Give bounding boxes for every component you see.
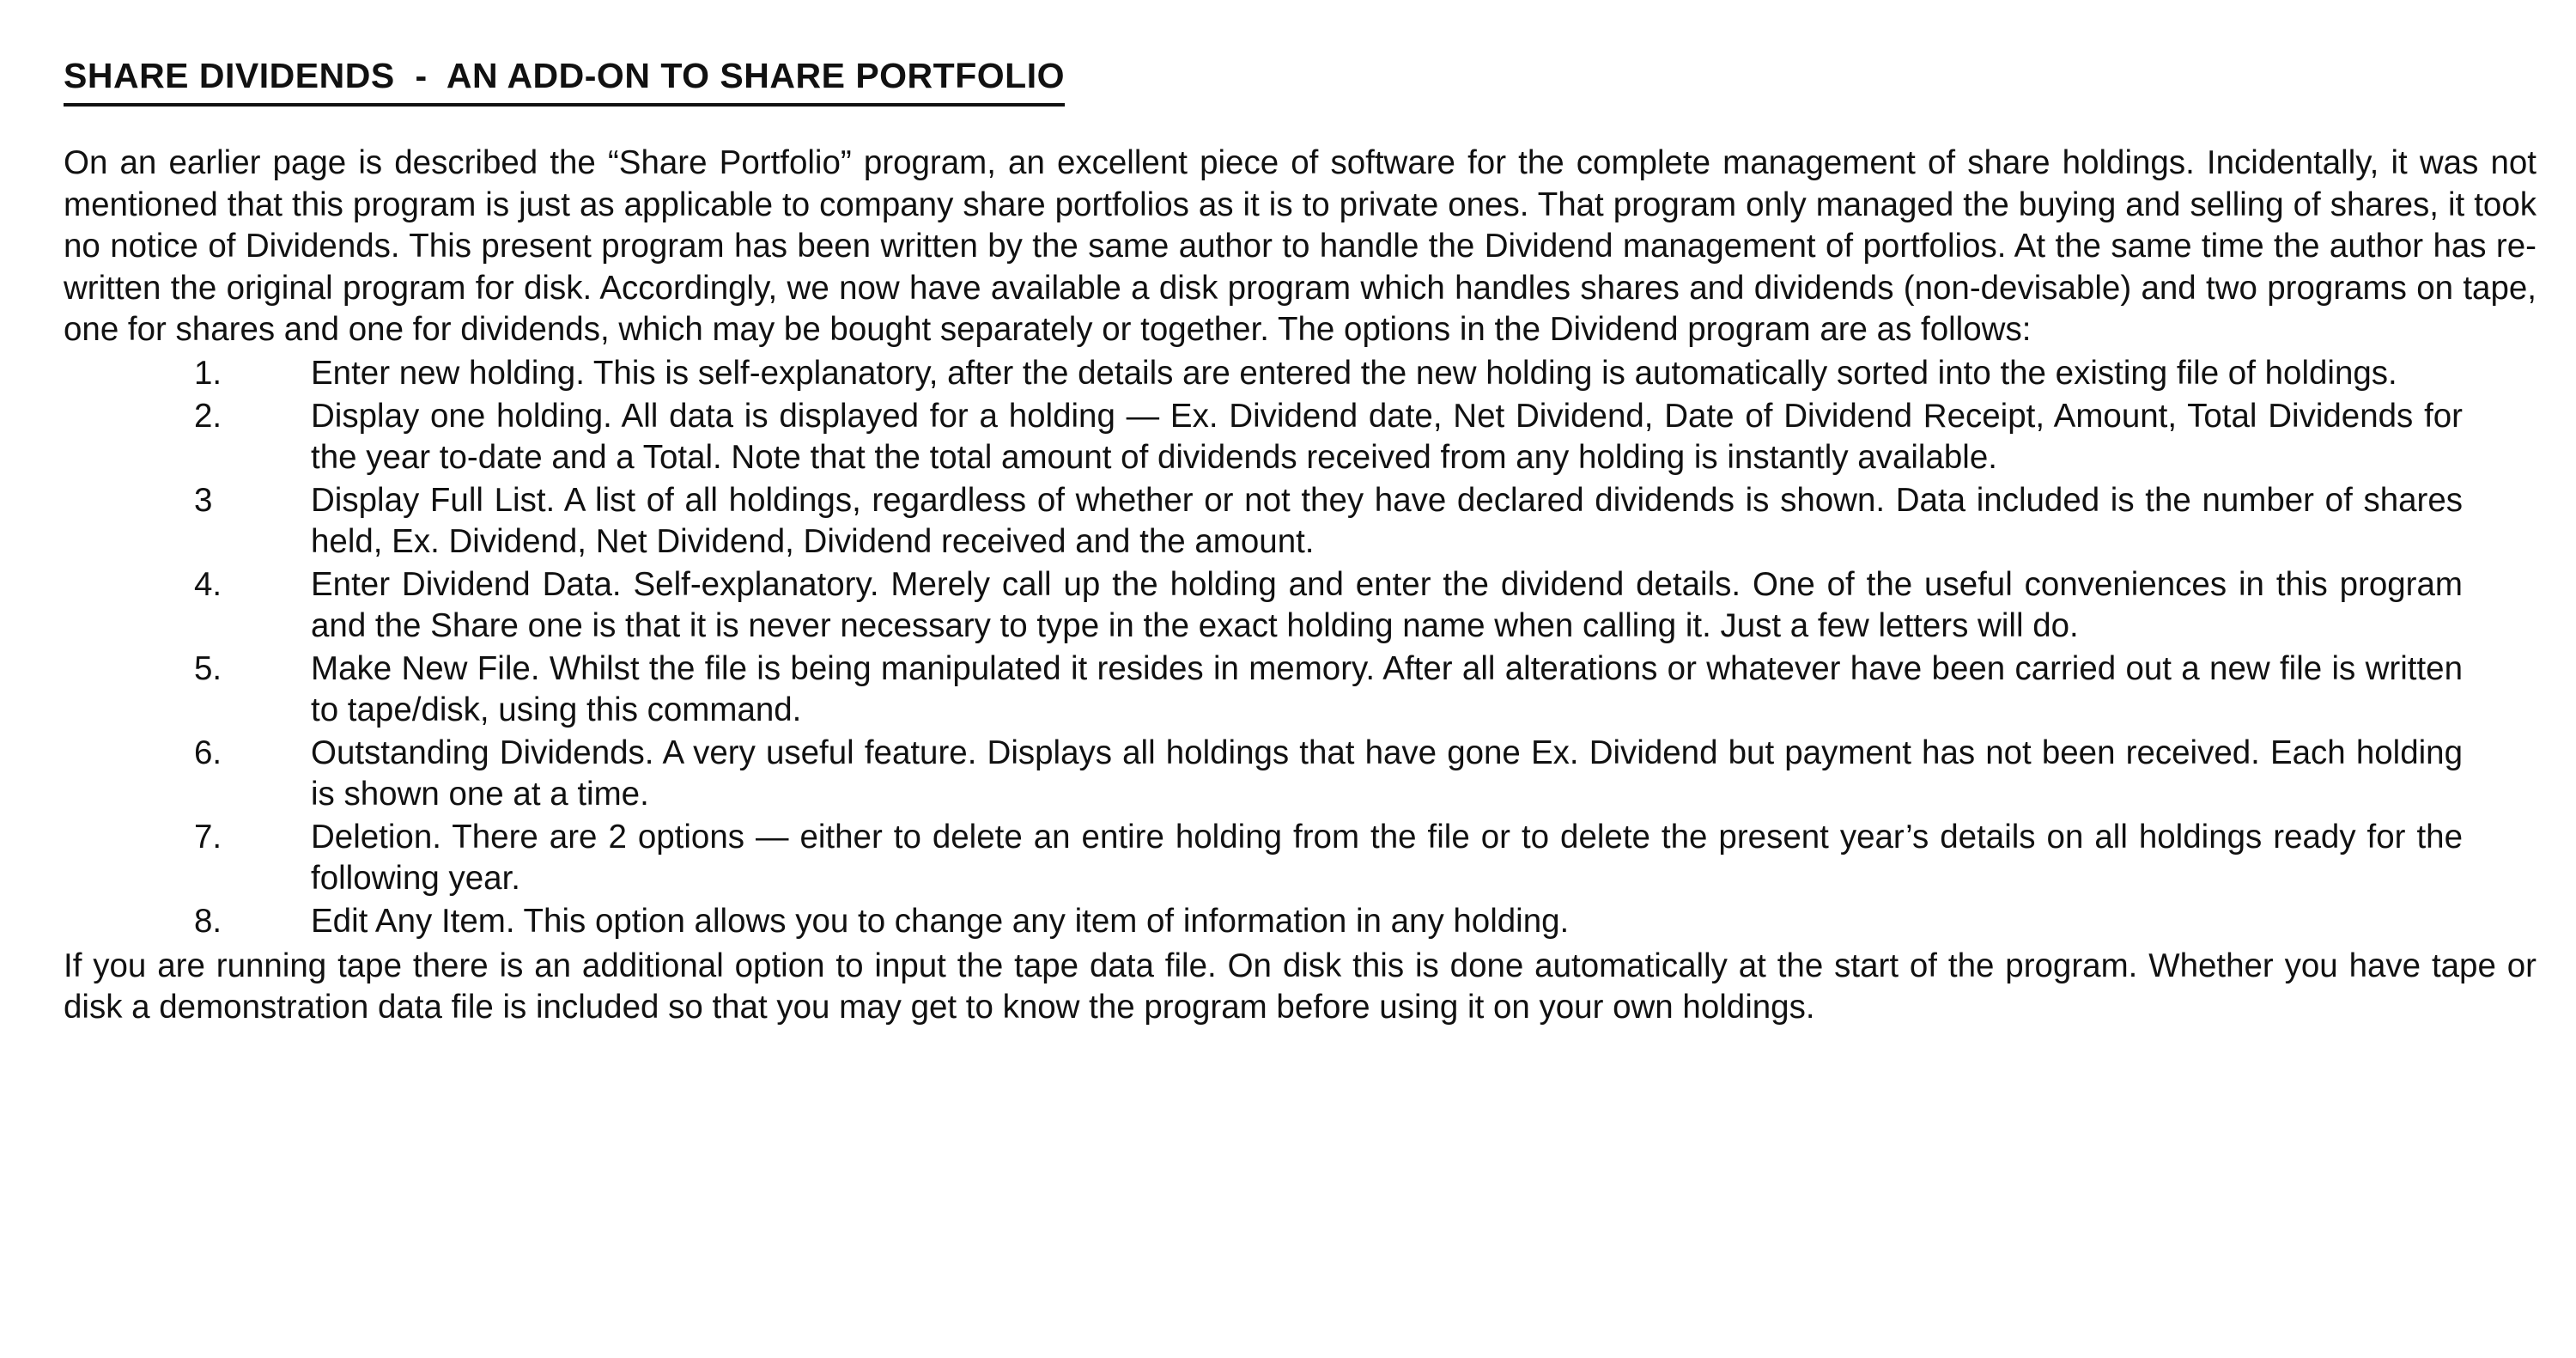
option-item-4: [64, 564, 2463, 646]
option-number: 5.: [194, 650, 222, 687]
option-item-2: [64, 396, 2463, 478]
article: [64, 53, 2537, 1029]
option-description: Enter Dividend Data. Self-explanatory. Merely call up the holding and enter the dividend details. One of the useful conveniences in this program and the Share one is that it is never necessary to type in the exact holding name when calling it. Just a few letters will do.: [311, 566, 2463, 644]
option-item-6: [64, 733, 2463, 814]
option-number: 2.: [194, 398, 222, 435]
option-description: Display Full List. A list of all holdings, regardless of whether or not they have declared dividends is shown. Data included is the number of shares held, Ex. Dividend, Net Dividend, Dividend received and the amount.: [311, 482, 2463, 560]
option-description: Deletion. There are 2 options — either to delete an entire holding from the file or to delete the present year’s details on all holdings ready for the following year.: [311, 819, 2463, 897]
option-description: Enter new holding. This is self-explanatory, after the details are entered the new holding is automatically sorted into the existing file of holdings.: [311, 354, 2397, 392]
option-description: Outstanding Dividends. A very useful feature. Displays all holdings that have gone Ex. Dividend but payment has not been received. Each holding is shown one at a time.: [311, 734, 2463, 813]
article-title: SHARE DIVIDENDS - AN ADD-ON TO SHARE PORTFOLIO: [64, 53, 1065, 107]
option-item-1: [64, 353, 2463, 394]
option-number: 4.: [194, 566, 222, 603]
option-number: 8.: [194, 903, 222, 940]
intro-paragraph: On an earlier page is described the “Share Portfolio” program, an excellent piece of software for the complete management of share holdings. Incidentally, it was not mentioned that this program is just as applicable to company share portfolios as it is to private ones. That program only managed the buying and selling of shares, it took no notice of Dividends. This present program has been written by the same author to handle the Dividend management of portfolios. At the same time the author has re-written the original program for disk. Accordingly, we now have available a disk program which handles shares and dividends (non-devisable) and two programs on tape, one for shares and one for dividends, which may be bought separately or together. The options in the Dividend program are as follows:: [64, 144, 2537, 348]
option-number: 6.: [194, 734, 222, 771]
option-item-8: [64, 901, 2463, 942]
option-description: Edit Any Item. This option allows you to change any item of information in any holding.: [311, 903, 1570, 940]
option-number: 7.: [194, 819, 222, 856]
option-item-3: [64, 480, 2463, 562]
option-item-7: [64, 817, 2463, 898]
option-number: 3: [194, 482, 213, 519]
option-item-5: [64, 649, 2463, 730]
option-description: Display one holding. All data is displayed for a holding — Ex. Dividend date, Net Dividend, Date of Dividend Receipt, Amount, Total Dividends for the year to-date and a Total. Note that the total amount of dividends received from any holding is instantly available.: [311, 398, 2463, 476]
option-number: 1.: [194, 354, 222, 392]
option-description: Make New File. Whilst the file is being manipulated it resides in memory. After all alterations or whatever have been carried out a new file is written to tape/disk, using this command.: [311, 650, 2463, 728]
closing-paragraph: If you are running tape there is an additional option to input the tape data file. On disk this is done automatically at the start of the program. Whether you have tape or disk a demonstration data file is included so that you may get to know the program before using it on your own holdings.: [64, 947, 2537, 1026]
options-list: [64, 353, 2537, 942]
